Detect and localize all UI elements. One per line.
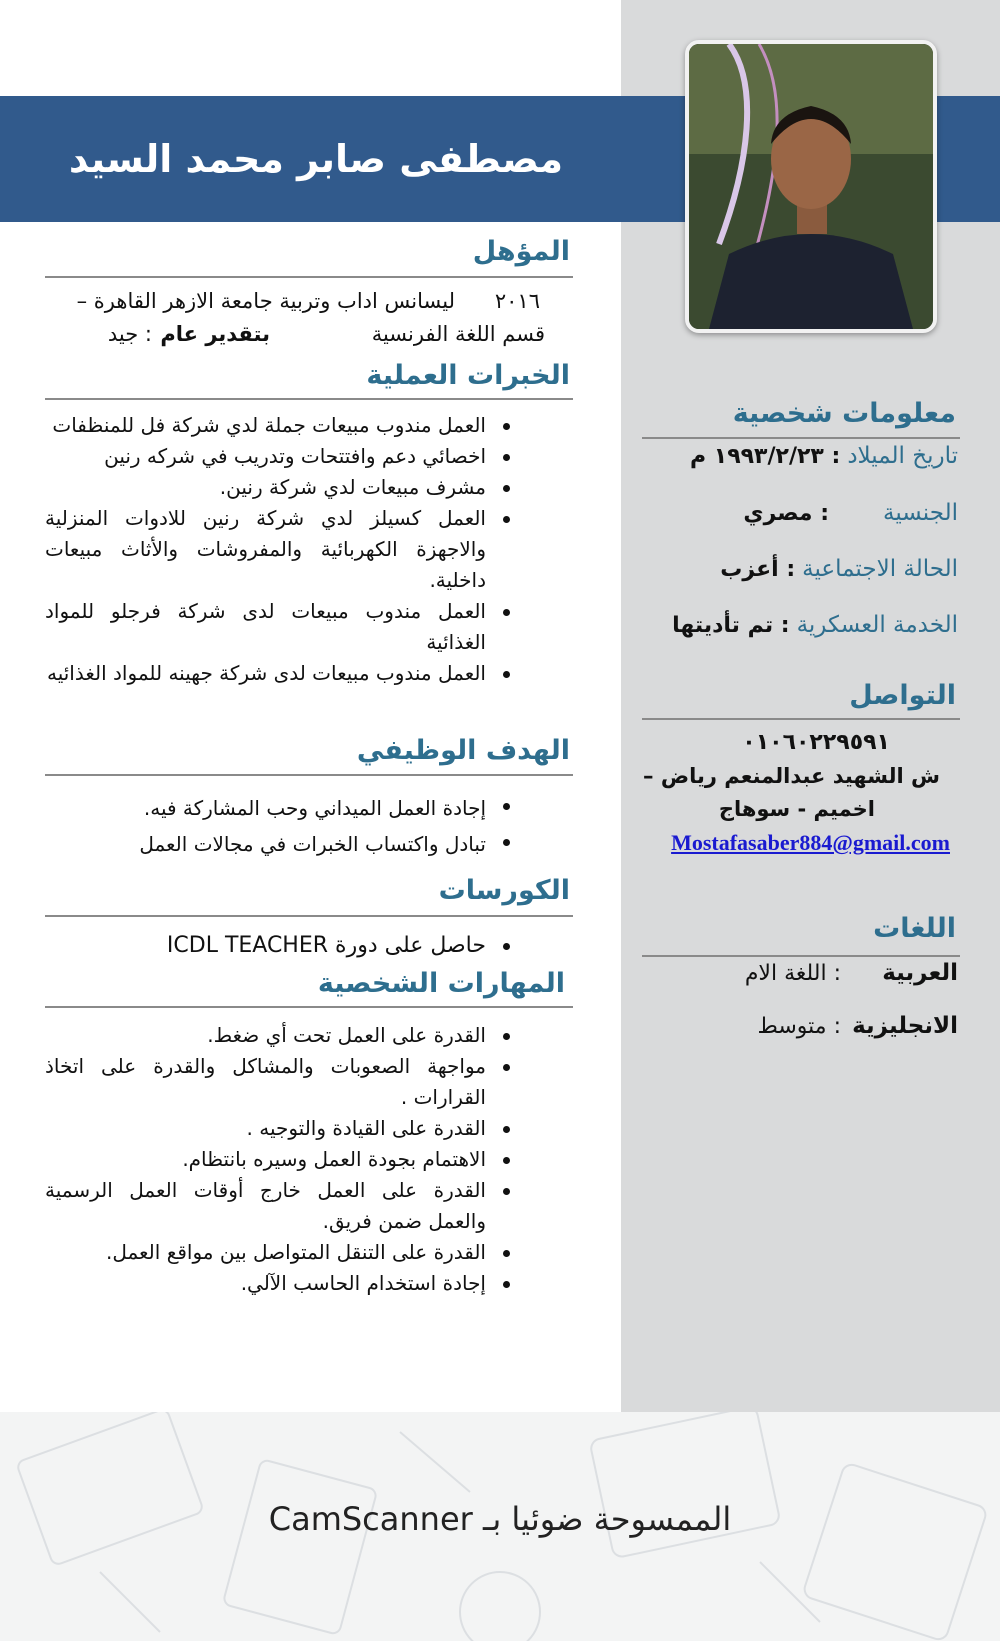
qualification-grade-value: : جيد: [107, 322, 152, 346]
marital-label: الحالة الاجتماعية: [802, 556, 958, 582]
contact-address-2: اخميم - سوهاج: [718, 797, 875, 821]
contact-title: التواصل: [849, 680, 956, 711]
languages-title: اللغات: [873, 913, 956, 944]
divider: [642, 718, 960, 720]
divider: [642, 437, 960, 439]
skills-title: المهارات الشخصية: [317, 968, 565, 999]
contact-phone: ٠١٠٦٠٢٢٩٥٩١: [742, 730, 890, 755]
military-row: [672, 612, 958, 638]
experience-list: [45, 410, 510, 689]
marital-value: : أعزب: [720, 557, 796, 582]
military-label: الخدمة العسكرية: [796, 612, 958, 638]
personal-title: معلومات شخصية: [732, 398, 956, 429]
divider: [45, 276, 573, 278]
qualification-title: المؤهل: [472, 236, 570, 267]
birthdate-value: : ١٩٩٣/٢/٢٣ م: [689, 444, 841, 469]
list-item: الاهتمام بجودة العمل وسيره بانتظام.: [45, 1144, 486, 1175]
nationality-row: [743, 500, 958, 526]
birthdate-label: تاريخ الميلاد: [847, 443, 958, 469]
list-item: مواجهة الصعوبات والمشاكل والقدرة على اتخاذ القرارات .: [45, 1051, 486, 1113]
list-item: مشرف مبيعات لدي شركة رنين.: [45, 472, 486, 503]
language-name: العربية: [882, 960, 958, 986]
qualification-dept: قسم اللغة الفرنسية: [371, 322, 545, 346]
contact-address-1: ش الشهيد عبدالمنعم رياض –: [643, 764, 940, 788]
language-name: الانجليزية: [852, 1013, 958, 1039]
language-row-english: [757, 1013, 958, 1039]
list-item: القدرة على العمل خارج أوقات العمل الرسمية والعمل ضمن فريق.: [45, 1175, 486, 1237]
divider: [45, 915, 573, 917]
qualification-degree: ليسانس اداب وتربية جامعة الازهر القاهرة –: [76, 289, 455, 313]
list-item: إجادة العمل الميداني وحب المشاركة فيه.: [45, 790, 486, 826]
courses-title: الكورسات: [438, 875, 570, 906]
list-item: العمل مندوب مبيعات جملة لدي شركة فل للمنظفات: [45, 410, 486, 441]
courses-list: [45, 930, 510, 961]
candidate-name: مصطفى صابر محمد السيد: [68, 137, 563, 181]
objective-title: الهدف الوظيفي: [356, 735, 570, 766]
experience-title: الخبرات العملية: [366, 360, 570, 391]
list-item: العمل مندوب مبيعات لدى شركة جهينه للمواد الغذائيه: [45, 658, 486, 689]
divider: [642, 955, 960, 957]
nationality-label: الجنسية: [883, 500, 958, 526]
marital-row: [720, 556, 958, 582]
birthdate-row: [690, 443, 958, 469]
divider: [45, 774, 573, 776]
list-item: العمل مندوب مبيعات لدى شركة فرجلو للمواد الغذائية: [45, 596, 486, 658]
qualification-grade-label: بتقدير عام: [160, 322, 270, 346]
objective-list: [45, 790, 510, 862]
list-item: حاصل على دورة ICDL TEACHER: [45, 930, 486, 961]
scanner-caption: الممسوحة ضوئيا بـ CamScanner: [268, 1500, 732, 1538]
qualification-year: ٢٠١٦: [494, 289, 540, 313]
language-level: : اللغة الام: [744, 961, 841, 986]
person-silhouette-icon: [689, 44, 933, 329]
profile-photo: [685, 40, 937, 333]
nationality-value: : مصري: [743, 501, 830, 526]
list-item: القدرة على التنقل المتواصل بين مواقع العمل.: [45, 1237, 486, 1268]
language-row-arabic: [745, 960, 958, 986]
list-item: القدرة على القيادة والتوجيه .: [45, 1113, 486, 1144]
list-item: العمل كسيلز لدي شركة رنين للادوات المنزلية والاجهزة الكهربائية والمفروشات والأثاث مبيعات داخلية.: [45, 503, 486, 596]
language-level: : متوسط: [757, 1014, 841, 1039]
contact-email-link[interactable]: Mostafasaber884@gmail.com: [671, 830, 950, 855]
divider: [45, 398, 573, 400]
list-item: إجادة استخدام الحاسب الآلي.: [45, 1268, 486, 1299]
divider: [45, 1006, 573, 1008]
skills-list: [45, 1020, 510, 1299]
list-item: تبادل واكتساب الخبرات في مجالات العمل: [45, 826, 486, 862]
list-item: القدرة على العمل تحت أي ضغط.: [45, 1020, 486, 1051]
list-item: اخصائي دعم وافتتحات وتدريب في شركه رنين: [45, 441, 486, 472]
military-value: : تم تأديتها: [672, 613, 790, 638]
